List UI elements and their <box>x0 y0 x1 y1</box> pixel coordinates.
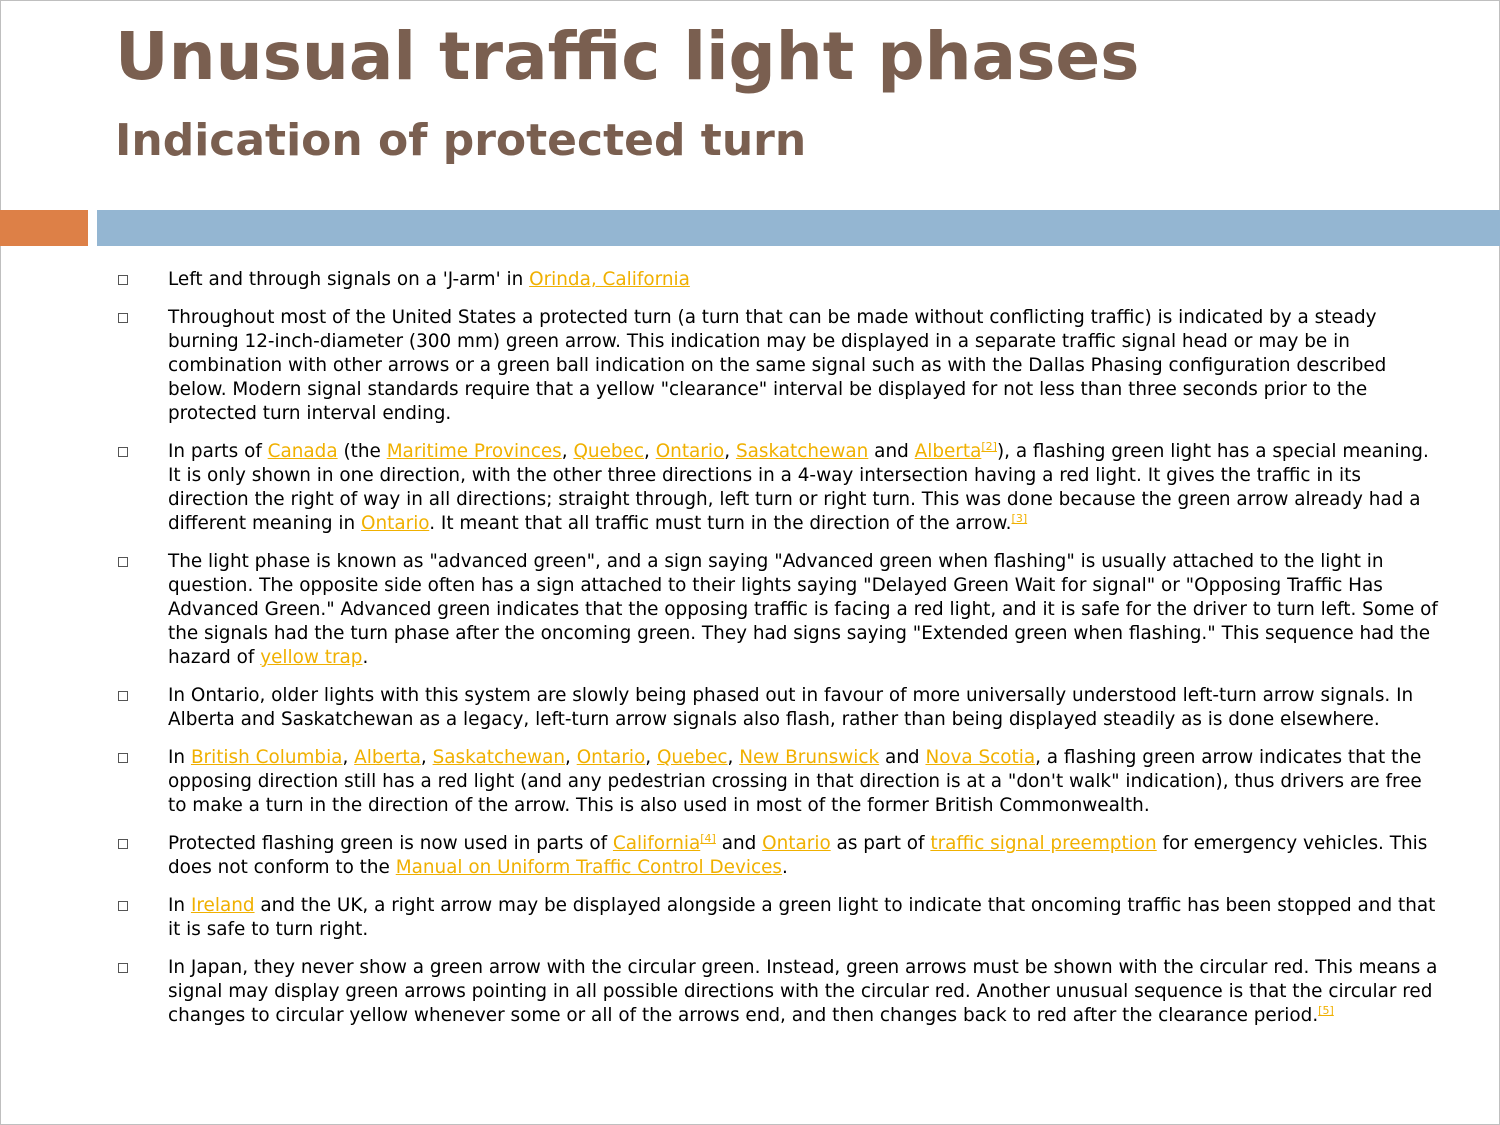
square-bullet-icon <box>118 268 168 285</box>
link-ontario[interactable]: Ontario <box>361 513 430 534</box>
bullet-text: In British Columbia, Alberta, Saskatchewan, Ontario, Quebec, New Brunswick and Nova Scotia, a flashing green arrow indicates that the opposing direction still has a red light (and any pedestrian crossing in that direction is at a "don't walk" indication), thus drivers are free to make a turn in the direction of the arrow. This is also used in most of the former British Commonwealth. <box>168 747 1422 816</box>
bullet-list <box>118 268 1438 1042</box>
link-ontario[interactable]: Ontario <box>576 747 646 768</box>
reference-link[interactable]: [3] <box>1011 511 1028 525</box>
square-bullet-icon <box>118 894 168 911</box>
link-alberta[interactable]: Alberta <box>354 747 421 768</box>
bullet-item <box>118 306 1438 426</box>
bullet-text: Throughout most of the United States a protected turn (a turn that can be made without conflicting traffic) is indicated by a steady burning 12-inch-diameter (300 mm) green arrow. This indication may be displayed in a separate traffic signal head or may be in combination with other arrows or a green ball indication on the same signal such as with the Dallas Phasing configuration described below. Modern signal standards require that a yellow "clearance" interval be displayed for not less than three seconds prior to the protected turn interval ending. <box>168 307 1387 424</box>
link-canada[interactable]: Canada <box>267 441 338 462</box>
link-alberta[interactable]: Alberta <box>914 441 982 462</box>
bullet-text: In parts of Canada (the Maritime Provinces, Quebec, Ontario, Saskatchewan and Alberta[2]), a flashing green light has a special meaning. It is only shown in one direction, with the other three directions in a 4-way intersection having a red light. It gives the traffic in its direction the right of way in all directions; straight through, left turn or right turn. This was done because the green arrow already had a different meaning in Ontario. It meant that all traffic must turn in the direction of the arrow.[3] <box>168 439 1429 534</box>
square-bullet-icon <box>118 306 168 323</box>
bullet-item <box>118 440 1438 536</box>
square-bullet-icon <box>118 550 168 567</box>
square-bullet-icon <box>118 832 168 849</box>
link-mutcd[interactable]: Manual on Uniform Traffic Control Devices <box>395 857 782 878</box>
reference-link[interactable]: [2] <box>981 439 997 453</box>
link-saskatchewan[interactable]: Saskatchewan <box>432 747 565 768</box>
link-ontario[interactable]: Ontario <box>762 833 831 854</box>
square-bullet-icon <box>118 746 168 763</box>
bullet-text: The light phase is known as "advanced green", and a sign saying "Advanced green when flashing" is usually attached to the light in question. The opposite side often has a sign attached to their lights saying "Delayed Green Wait for signal" or "Opposing Traffic Has Advanced Green." Advanced green indicates that the opposing traffic is facing a red light, and it is safe for the driver to turn left. Some of the signals had the turn phase after the oncoming green. They had signs saying "Extended green when flashing." This sequence had the hazard of yellow trap. <box>168 551 1438 668</box>
link-nova-scotia[interactable]: Nova Scotia <box>925 747 1036 768</box>
bullet-item <box>118 550 1438 670</box>
slide-title: Unusual traffic light phases <box>115 18 1140 95</box>
bullet-text: In Ireland and the UK, a right arrow may be displayed alongside a green light to indicate that oncoming traffic has been stopped and that it is safe to turn right. <box>168 895 1436 940</box>
link-california[interactable]: California <box>612 833 701 854</box>
bullet-item <box>118 956 1438 1028</box>
bullet-text: Protected flashing green is now used in parts of California[4] and Ontario as part of traffic signal preemption for emergency vehicles. This does not conform to the Manual on Uniform Traffic Control Devices. <box>168 831 1428 878</box>
link-quebec[interactable]: Quebec <box>573 441 644 462</box>
link-yellow-trap[interactable]: yellow trap <box>260 647 363 668</box>
bullet-item <box>118 894 1438 942</box>
link-ireland[interactable]: Ireland <box>190 895 255 916</box>
square-bullet-icon <box>118 956 168 973</box>
link-quebec[interactable]: Quebec <box>656 747 728 768</box>
reference-link[interactable]: [4] <box>700 831 716 845</box>
header-bar <box>97 210 1500 246</box>
bullet-text: In Japan, they never show a green arrow with the circular green. Instead, green arrows must be shown with the circular red. This means a signal may display green arrows pointing in all possible directions with the circular red. Another unusual sequence is that the circular red changes to circular yellow whenever some or all of the arrows end, and then changes back to red after the clearance period.[5] <box>168 957 1438 1026</box>
accent-bar <box>0 210 88 246</box>
bullet-item <box>118 268 1438 292</box>
bullet-text: Left and through signals on a 'J-arm' in Orinda, California <box>168 269 690 290</box>
link-saskatchewan[interactable]: Saskatchewan <box>735 441 869 462</box>
link-ontario[interactable]: Ontario <box>655 441 725 462</box>
link-maritime-provinces[interactable]: Maritime Provinces <box>386 441 562 462</box>
link-traffic-signal-preemption[interactable]: traffic signal preemption <box>930 833 1157 854</box>
square-bullet-icon <box>118 440 168 457</box>
square-bullet-icon <box>118 684 168 701</box>
link-new-brunswick[interactable]: New Brunswick <box>739 747 880 768</box>
link-british-columbia[interactable]: British Columbia <box>190 747 343 768</box>
link-orinda-california[interactable]: Orinda, California <box>529 269 690 290</box>
bullet-item <box>118 746 1438 818</box>
bullet-text: In Ontario, older lights with this system are slowly being phased out in favour of more universally understood left-turn arrow signals. In Alberta and Saskatchewan as a legacy, left-turn arrow signals also flash, rather than being displayed steadily as is done elsewhere. <box>168 685 1414 730</box>
slide-subtitle: Indication of protected turn <box>115 115 807 166</box>
bullet-item <box>118 684 1438 732</box>
bullet-item <box>118 832 1438 880</box>
reference-link[interactable]: [5] <box>1318 1003 1334 1017</box>
